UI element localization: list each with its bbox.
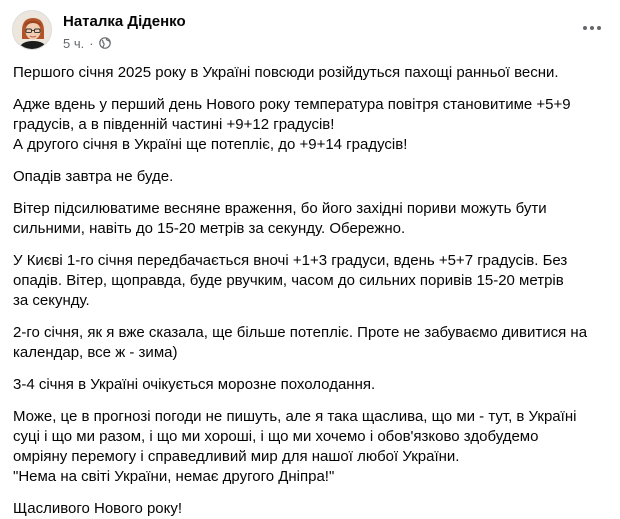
post-text-line: Щасливого Нового року!	[13, 500, 183, 517]
post-text-line: Може, це в прогнозі погоди не пишуть, але я така щаслива, що ми - тут, в Україні	[13, 408, 577, 425]
post-text-line: У Києві 1-го січня передбачається вночі +1+3 градуси, вдень +5+7 градусів. Без	[13, 252, 568, 269]
post-paragraph	[13, 199, 613, 239]
avatar[interactable]	[12, 10, 52, 50]
globe-icon	[99, 37, 111, 49]
more-options-icon	[583, 26, 587, 30]
post-text-line: омріяну перемогу і справедливий мир для нашої любої України.	[13, 448, 460, 465]
post-time[interactable]: 5 ч.	[63, 35, 85, 51]
post-body	[13, 63, 613, 519]
post-paragraph	[13, 63, 613, 83]
meta-separator: ·	[89, 35, 94, 51]
post-header	[12, 10, 620, 56]
post-meta	[63, 35, 111, 51]
post-text-line: 3-4 січня в Україні очікується морозне похолодання.	[13, 376, 376, 393]
post-text-line: календар, все ж - зима)	[13, 344, 178, 361]
avatar-photo-icon	[13, 11, 52, 50]
post-text-line: Вітер підсилюватиме весняне враження, бо його західні пориви можуть бути	[13, 200, 547, 217]
post-text-line: градусів, а в південній частині +9+12 градусів!	[13, 116, 335, 133]
post-text-line: Адже вдень у перший день Нового року температура повітря становитиме +5+9	[13, 96, 571, 113]
author-name[interactable]: Наталка Діденко	[63, 13, 186, 30]
post-paragraph	[13, 167, 613, 187]
post-paragraph	[13, 407, 613, 487]
post-paragraph	[13, 375, 613, 395]
post-paragraph	[13, 251, 613, 311]
post-paragraph	[13, 499, 613, 519]
post-text-line: опадів. Вітер, щоправда, буде рвучким, часом до сильних поривів 15-20 метрів	[13, 272, 564, 289]
post-text-line: за секунду.	[13, 292, 90, 309]
post-text-line: Першого січня 2025 року в Україні повсюди розійдуться пахощі ранньої весни.	[13, 64, 559, 81]
post-paragraph	[13, 323, 613, 363]
post-text-line: суці і що ми разом, і що ми хороші, і що ми хочемо і обов'язково здобудемо	[13, 428, 539, 445]
post-paragraph	[13, 95, 613, 155]
post-text-line: сильними, навіть до 15-20 метрів за секунду. Обережно.	[13, 220, 406, 237]
more-options-button[interactable]	[578, 14, 606, 42]
post-text-line: Опадів завтра не буде.	[13, 168, 174, 185]
post-text-line: "Нема на світі України, немає другого Дніпра!"	[13, 468, 335, 485]
post-text-line: 2-го січня, як я вже сказала, ще більше потепліє. Проте не забуваємо дивитися на	[13, 324, 588, 341]
post-text-line: А другого січня в Україні ще потепліє, до +9+14 градусів!	[13, 136, 408, 153]
